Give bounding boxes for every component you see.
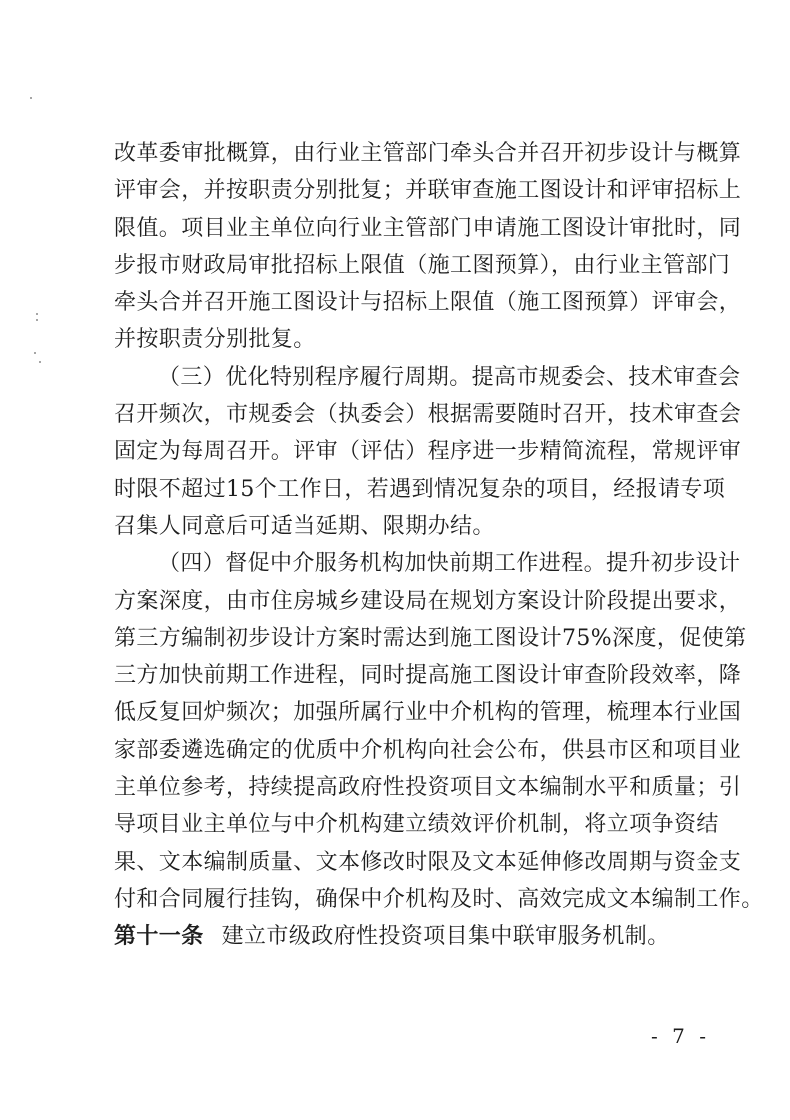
text-line: 评审会，并按职责分别批复；并联审查施工图设计和评审招标上 [114,178,742,204]
article-text: 建立市级政府性投资项目集中联审服务机制。 [221,924,670,950]
scan-speck [30,97,32,99]
article-number: 第十一条 [114,924,204,950]
text-line: 付和合同履行挂钩，确保中介机构及时、高效完成文本编制工作。 [114,886,764,912]
text-line: 导项目业主单位与中介机构建立绩效评价机制，将立项争资结 [114,812,719,838]
scan-speck [39,361,41,363]
text-line: 主单位参考，持续提高政府性投资项目文本编制水平和质量；引 [114,775,742,801]
scan-speck [36,313,38,315]
scan-speck [34,352,36,354]
text-line: 限值。项目业主单位向行业主管部门申请施工图设计审批时，同 [114,215,742,241]
section-three-heading-line: （三）优化特别程序履行周期。提高市规委会、技术审查会 [158,364,741,390]
article-eleven [114,918,704,955]
scan-speck [36,319,38,321]
text-line: 低反复回炉频次；加强所属行业中介机构的管理，梳理本行业国 [114,700,742,726]
text-line: 改革委审批概算，由行业主管部门牵头合并召开初步设计与概算 [114,141,742,166]
body-text [114,135,764,956]
text-line: 牵头合并召开施工图设计与招标上限值（施工图预算）评审会， [114,290,742,316]
text-line: 步报市财政局审批招标上限值（施工图预算），由行业主管部门 [114,252,731,278]
text-line: 三方加快前期工作进程，同时提高施工图设计审查阶段效率，降 [114,663,742,689]
text-line: 方案深度，由市住房城乡建设局在规划方案设计阶段提出要求， [114,588,742,614]
text-line: 召集人同意后可适当延期、限期办结。 [114,513,495,539]
text-line: 召开频次，市规委会（执委会）根据需要随时召开，技术审查会 [114,402,742,428]
text-line: 家部委遴选确定的优质中介机构向社会公布，供县市区和项目业 [114,737,742,763]
text-line: 并按职责分别批复。 [114,327,316,353]
text-line: 第三方编制初步设计方案时需达到施工图设计75%深度，促使第 [114,625,747,651]
text-line: 果、文本编制质量、文本修改时限及文本延伸修改周期与资金支 [114,849,742,875]
page-number: - 7 - [651,1024,710,1048]
section-four-heading-line: （四）督促中介服务机构加快前期工作进程。提升初步设计 [158,551,741,577]
text-line: 固定为每周召开。评审（评估）程序进一步精简流程，常规评审 [114,439,742,465]
text-line: 时限不超过15个工作日，若遇到情况复杂的项目，经报请专项 [114,476,726,502]
